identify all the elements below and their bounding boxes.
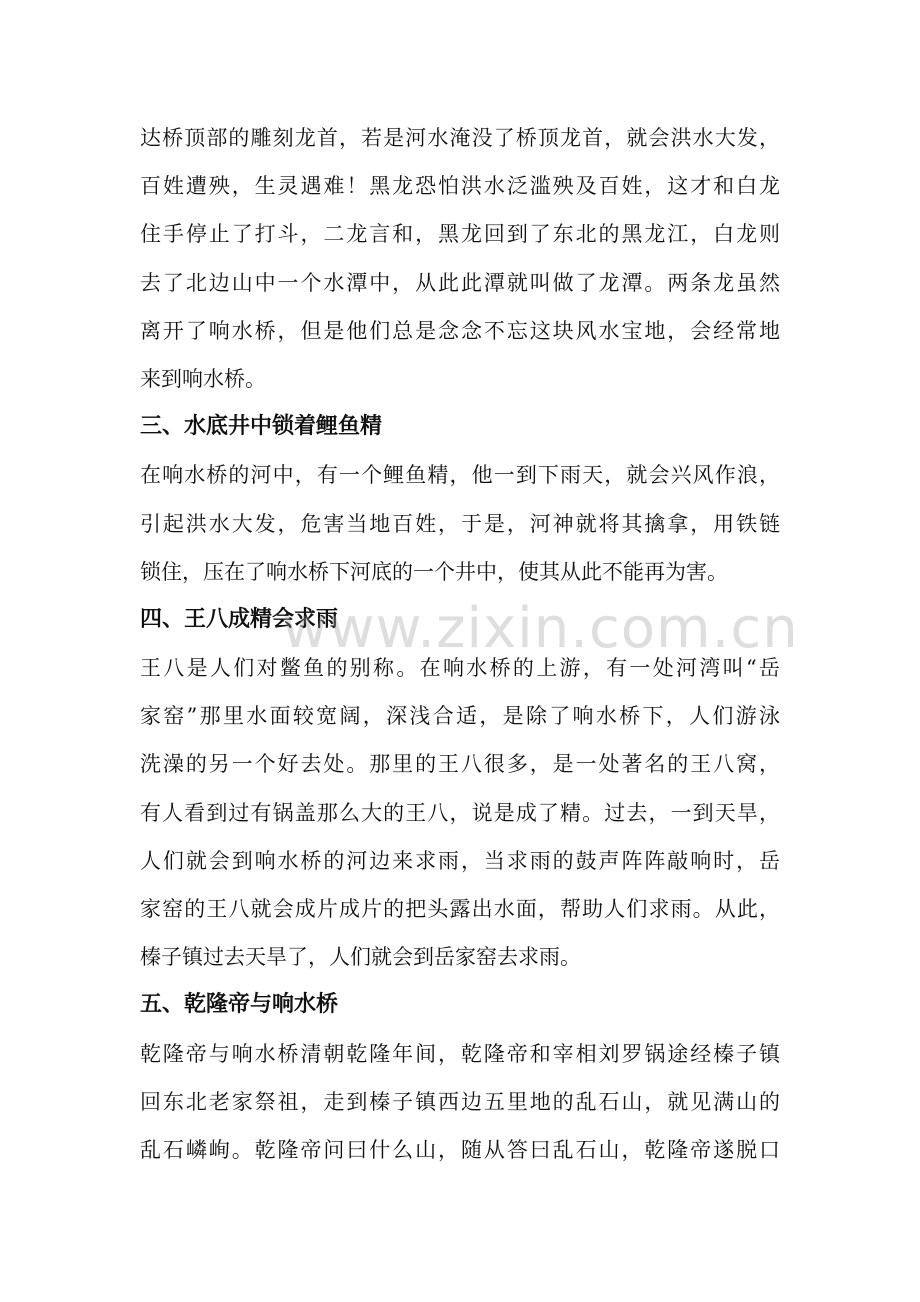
paragraph-line: 百姓遭殃，生灵遇难！黑龙恐怕洪水泛滥殃及百姓，这才和白龙 bbox=[140, 174, 780, 199]
paragraph-line: 回东北老家祭祖，走到榛子镇西边五里地的乱石山，就见满山的 bbox=[140, 1089, 780, 1114]
paragraph-line: 家窑的王八就会成片成片的把头露出水面，帮助人们求雨。从此， bbox=[140, 897, 780, 921]
paragraph-line: 人们就会到响水桥的河边来求雨，当求雨的鼓声阵阵敲响时，岳 bbox=[140, 848, 780, 873]
section-heading: 三、水底井中锁着鲤鱼精 bbox=[140, 414, 383, 440]
paragraph-line: 洗澡的另一个好去处。那里的王八很多，是一处著名的王八窝， bbox=[140, 752, 780, 777]
paragraph-line: 榛子镇过去天旱了，人们就会到岳家窑去求雨。 bbox=[140, 945, 581, 970]
paragraph-line: 锁住，压在了响水桥下河底的一个井中，使其从此不能再为害。 bbox=[140, 559, 728, 584]
document-body bbox=[140, 114, 780, 1174]
section-heading: 五、乾隆帝与响水桥 bbox=[140, 992, 339, 1018]
paragraph-line: 王八是人们对鳖鱼的别称。在响水桥的上游，有一处河湾叫“岳 bbox=[140, 656, 780, 681]
watermark: www.zixin.com.cn bbox=[282, 596, 799, 661]
paragraph-line: 乱石嶙峋。乾隆帝问曰什么山，随从答曰乱石山，乾隆帝遂脱口 bbox=[140, 1137, 780, 1162]
paragraph-line: 达桥顶部的雕刻龙首，若是河水淹没了桥顶龙首，就会洪水大发， bbox=[140, 126, 780, 150]
paragraph-line: 引起洪水大发，危害当地百姓，于是，河神就将其擒拿，用铁链 bbox=[140, 511, 780, 536]
paragraph-line: 离开了响水桥，但是他们总是念念不忘这块风水宝地，会经常地 bbox=[140, 318, 780, 343]
paragraph-line: 去了北边山中一个水潭中，从此此潭就叫做了龙潭。两条龙虽然 bbox=[140, 270, 780, 295]
paragraph-line: 乾隆帝与响水桥清朝乾隆年间，乾隆帝和宰相刘罗锅途经榛子镇 bbox=[140, 1041, 780, 1066]
paragraph-line: 来到响水桥。 bbox=[140, 366, 266, 391]
section-heading: 四、王八成精会求雨 bbox=[140, 606, 339, 632]
paragraph-line: 家窑”那里水面较宽阔，深浅合适，是除了响水桥下，人们游泳 bbox=[140, 704, 780, 729]
paragraph-line: 有人看到过有锅盖那么大的王八，说是成了精。过去，一到天旱， bbox=[140, 800, 780, 825]
paragraph-line: 住手停止了打斗，二龙言和，黑龙回到了东北的黑龙江，白龙则 bbox=[140, 222, 780, 247]
paragraph-line: 在响水桥的河中，有一个鲤鱼精，他一到下雨天，就会兴风作浪， bbox=[140, 463, 780, 488]
